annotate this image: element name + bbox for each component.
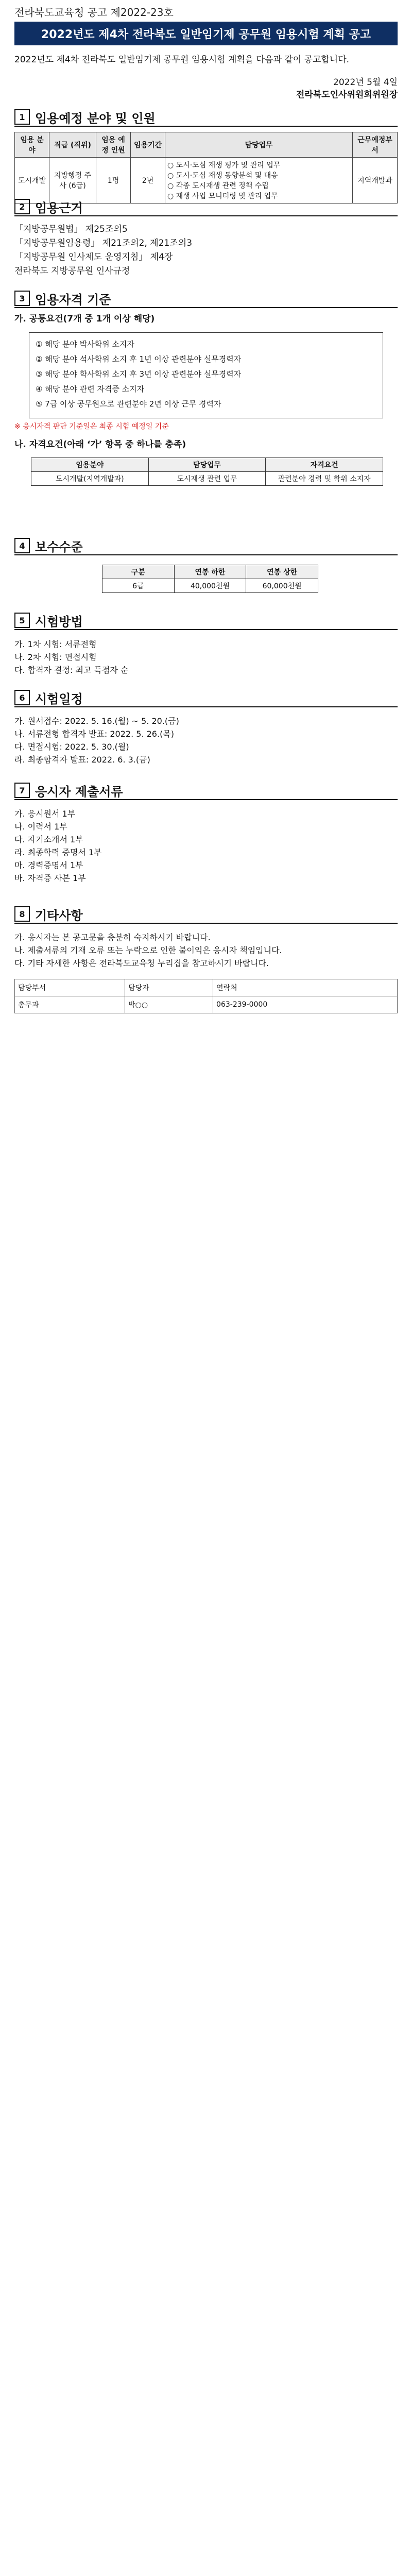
schedule-item: 나. 서류전형 합격자 발표: 2022. 5. 26.(목) bbox=[14, 729, 175, 739]
contact-phone: 063-239-0000 bbox=[213, 996, 398, 1013]
section-1-title bbox=[14, 110, 184, 124]
etc-item: 가. 응시자는 본 공고문을 충분히 숙지하시기 바랍니다. bbox=[14, 933, 211, 942]
section-3-divider bbox=[14, 307, 398, 308]
dept-cell: 지역개발과 bbox=[353, 158, 398, 204]
recruitment-data-row bbox=[15, 158, 398, 204]
section-number-8: 8 bbox=[14, 906, 30, 922]
document-item: 라. 최종학력 증명서 1부 bbox=[14, 848, 102, 857]
qual-requirement: 관련분야 경력 및 학위 소지자 bbox=[266, 472, 383, 486]
salary-header-grade: 구분 bbox=[102, 565, 175, 579]
qualification-data-row bbox=[31, 472, 383, 486]
section-number-2: 2 bbox=[14, 199, 30, 214]
section-2-label: 임용근거 bbox=[35, 200, 83, 215]
contact-label-dept: 담당부서 bbox=[15, 979, 125, 996]
duties-cell bbox=[165, 158, 353, 204]
header-period: 임용기간 bbox=[131, 132, 165, 158]
salary-header-min: 연봉 하한 bbox=[174, 565, 246, 579]
issuing-org: 전라북도인사위원회위원장 bbox=[296, 90, 398, 100]
contact-person: 박○○ bbox=[125, 996, 213, 1013]
schedule-list bbox=[14, 715, 398, 766]
qual-field: 도시개발(지역개발과) bbox=[31, 472, 149, 486]
documents-list bbox=[14, 807, 398, 885]
header-dept: 근무예정부서 bbox=[353, 132, 398, 158]
section-1-label: 임용예정 분야 및 인원 bbox=[35, 111, 156, 126]
section-8-divider bbox=[14, 923, 398, 924]
schedule-item: 가. 원서접수: 2022. 5. 16.(월) ~ 5. 20.(금) bbox=[14, 716, 179, 726]
duty-item: ○ 재생 사업 모니터링 및 관리 업무 bbox=[167, 192, 278, 200]
period-cell: 2년 bbox=[131, 158, 165, 204]
qualification-note: ※ 응시자격 판단 기준일은 최종 시험 예정일 기준 bbox=[14, 422, 169, 431]
section-number-4: 4 bbox=[14, 538, 30, 553]
qualification-table bbox=[31, 457, 383, 486]
section-8-label: 기타사항 bbox=[35, 908, 83, 923]
qualification-header-row bbox=[31, 458, 383, 472]
section-3-label: 임용자격 기준 bbox=[35, 292, 111, 307]
document-item: 다. 자기소개서 1부 bbox=[14, 835, 83, 844]
section-4-title bbox=[14, 538, 184, 553]
section-7-label: 응시자 제출서류 bbox=[35, 784, 123, 799]
contact-header-row bbox=[15, 979, 398, 996]
contact-value-row bbox=[15, 996, 398, 1013]
document-item: 마. 경력증명서 1부 bbox=[14, 860, 83, 870]
section-2-title bbox=[14, 199, 184, 214]
qualification-subtitle-1: 가. 공통요건(7개 중 1개 이상 해당) bbox=[14, 314, 155, 324]
duty-item: ○ 도시·도심 재생 평가 및 관리 업무 bbox=[167, 161, 281, 170]
section-3-title bbox=[14, 291, 184, 306]
intro-text: 2022년도 제4차 전라북도 일반임기제 공무원 임용시험 계획을 다음과 같이 공고합니다. bbox=[14, 55, 350, 65]
contact-label-phone: 연락처 bbox=[213, 979, 398, 996]
etc-list bbox=[14, 931, 398, 970]
qual-duty: 도시재생 관련 업무 bbox=[148, 472, 266, 486]
section-6-divider bbox=[14, 706, 398, 707]
section-5-label: 시험방법 bbox=[35, 614, 83, 629]
section-number-6: 6 bbox=[14, 690, 30, 705]
qual-header-requirement: 자격요건 bbox=[266, 458, 383, 472]
page-title: 2022년도 제4차 전라북도 일반임기제 공무원 임용시험 계획 공고 bbox=[14, 22, 398, 45]
date-block bbox=[285, 76, 398, 101]
section-1-divider bbox=[14, 126, 398, 127]
section-8-title bbox=[14, 907, 184, 921]
contact-dept: 총무과 bbox=[15, 996, 125, 1013]
section-7-divider bbox=[14, 799, 398, 800]
recruitment-header-row bbox=[15, 132, 398, 158]
section-4-divider bbox=[14, 554, 398, 555]
qual-header-duty: 담당업무 bbox=[148, 458, 266, 472]
section-6-label: 시험일정 bbox=[35, 691, 83, 706]
section-4-label: 보수수준 bbox=[35, 539, 83, 554]
section-7-title bbox=[14, 783, 184, 798]
section-2-divider bbox=[14, 215, 398, 216]
exam-method-list bbox=[14, 638, 398, 676]
qual-header-field: 임용분야 bbox=[31, 458, 149, 472]
etc-item: 다. 기타 자세한 사항은 전라북도교육청 누리집을 참고하시기 바랍니다. bbox=[14, 958, 269, 968]
duty-item: ○ 각종 도시재생 관련 정책 수립 bbox=[167, 182, 269, 190]
salary-min: 40,000천원 bbox=[174, 579, 246, 593]
section-number-1: 1 bbox=[14, 109, 30, 125]
salary-table bbox=[102, 565, 318, 593]
qualification-item: ② 해당 분야 석사학위 소지 후 1년 이상 관련분야 실무경력자 bbox=[36, 354, 242, 364]
header-duties: 담당업무 bbox=[165, 132, 353, 158]
schedule-item: 라. 최종합격자 발표: 2022. 6. 3.(금) bbox=[14, 755, 150, 765]
legal-basis-list bbox=[14, 223, 398, 278]
header-field: 임용 분야 bbox=[15, 132, 49, 158]
legal-item: 「지방공무원 인사제도 운영지침」 제4장 bbox=[14, 252, 173, 262]
qualification-item: ⑤ 7급 이상 공무원으로 관련분야 2년 이상 근무 경력자 bbox=[36, 399, 221, 409]
salary-header-max: 연봉 상한 bbox=[246, 565, 318, 579]
header-count: 임용 예정 인원 bbox=[96, 132, 131, 158]
legal-item: 「지방공무원임용령」 제21조의2, 제21조의3 bbox=[14, 238, 193, 248]
header-grade: 직급 (직위) bbox=[49, 132, 96, 158]
section-number-7: 7 bbox=[14, 783, 30, 798]
notice-date: 2022년 5월 4일 bbox=[333, 77, 398, 88]
salary-grade: 6급 bbox=[102, 579, 175, 593]
contact-table bbox=[14, 979, 398, 1013]
salary-header-row bbox=[102, 565, 318, 579]
notice-number: 전라북도교육청 공고 제2022-23호 bbox=[14, 6, 174, 19]
schedule-item: 다. 면접시험: 2022. 5. 30.(월) bbox=[14, 742, 129, 752]
exam-method-item: 가. 1차 시험: 서류전형 bbox=[14, 639, 97, 649]
legal-item: 「지방공무원법」 제25조의5 bbox=[14, 224, 128, 234]
recruitment-table bbox=[14, 132, 398, 204]
duty-item: ○ 도시·도심 재생 동향분석 및 대응 bbox=[167, 172, 278, 180]
qualification-item: ① 해당 분야 박사학위 소지자 bbox=[36, 340, 134, 349]
document-item: 바. 자격증 사본 1부 bbox=[14, 873, 86, 883]
legal-item: 전라북도 지방공무원 인사규정 bbox=[14, 266, 130, 276]
salary-data-row bbox=[102, 579, 318, 593]
section-number-5: 5 bbox=[14, 613, 30, 628]
exam-method-item: 다. 합격자 결정: 최고 득점자 순 bbox=[14, 665, 129, 675]
qualification-box bbox=[29, 332, 383, 418]
section-6-title bbox=[14, 690, 184, 705]
exam-method-item: 나. 2차 시험: 면접시험 bbox=[14, 652, 97, 662]
document-item: 가. 응시원서 1부 bbox=[14, 809, 76, 819]
qualification-item: ④ 해당 분야 관련 자격증 소지자 bbox=[36, 384, 145, 394]
qualification-item: ③ 해당 분야 학사학위 소지 후 3년 이상 관련분야 실무경력자 bbox=[36, 369, 242, 379]
qualification-subtitle-2: 나. 자격요건(아래 ‘가’ 항목 중 하나를 충족) bbox=[14, 439, 186, 450]
grade-cell: 지방행정 주사 (6급) bbox=[49, 158, 96, 204]
section-number-3: 3 bbox=[14, 291, 30, 306]
document-item: 나. 이력서 1부 bbox=[14, 822, 67, 832]
field-cell: 도시개발 bbox=[15, 158, 49, 204]
etc-item: 나. 제출서류의 기재 오류 또는 누락으로 인한 불이익은 응시자 책임입니다. bbox=[14, 945, 282, 955]
salary-max: 60,000천원 bbox=[246, 579, 318, 593]
count-cell: 1명 bbox=[96, 158, 131, 204]
section-5-divider bbox=[14, 629, 398, 630]
contact-label-person: 담당자 bbox=[125, 979, 213, 996]
section-5-title bbox=[14, 613, 184, 628]
